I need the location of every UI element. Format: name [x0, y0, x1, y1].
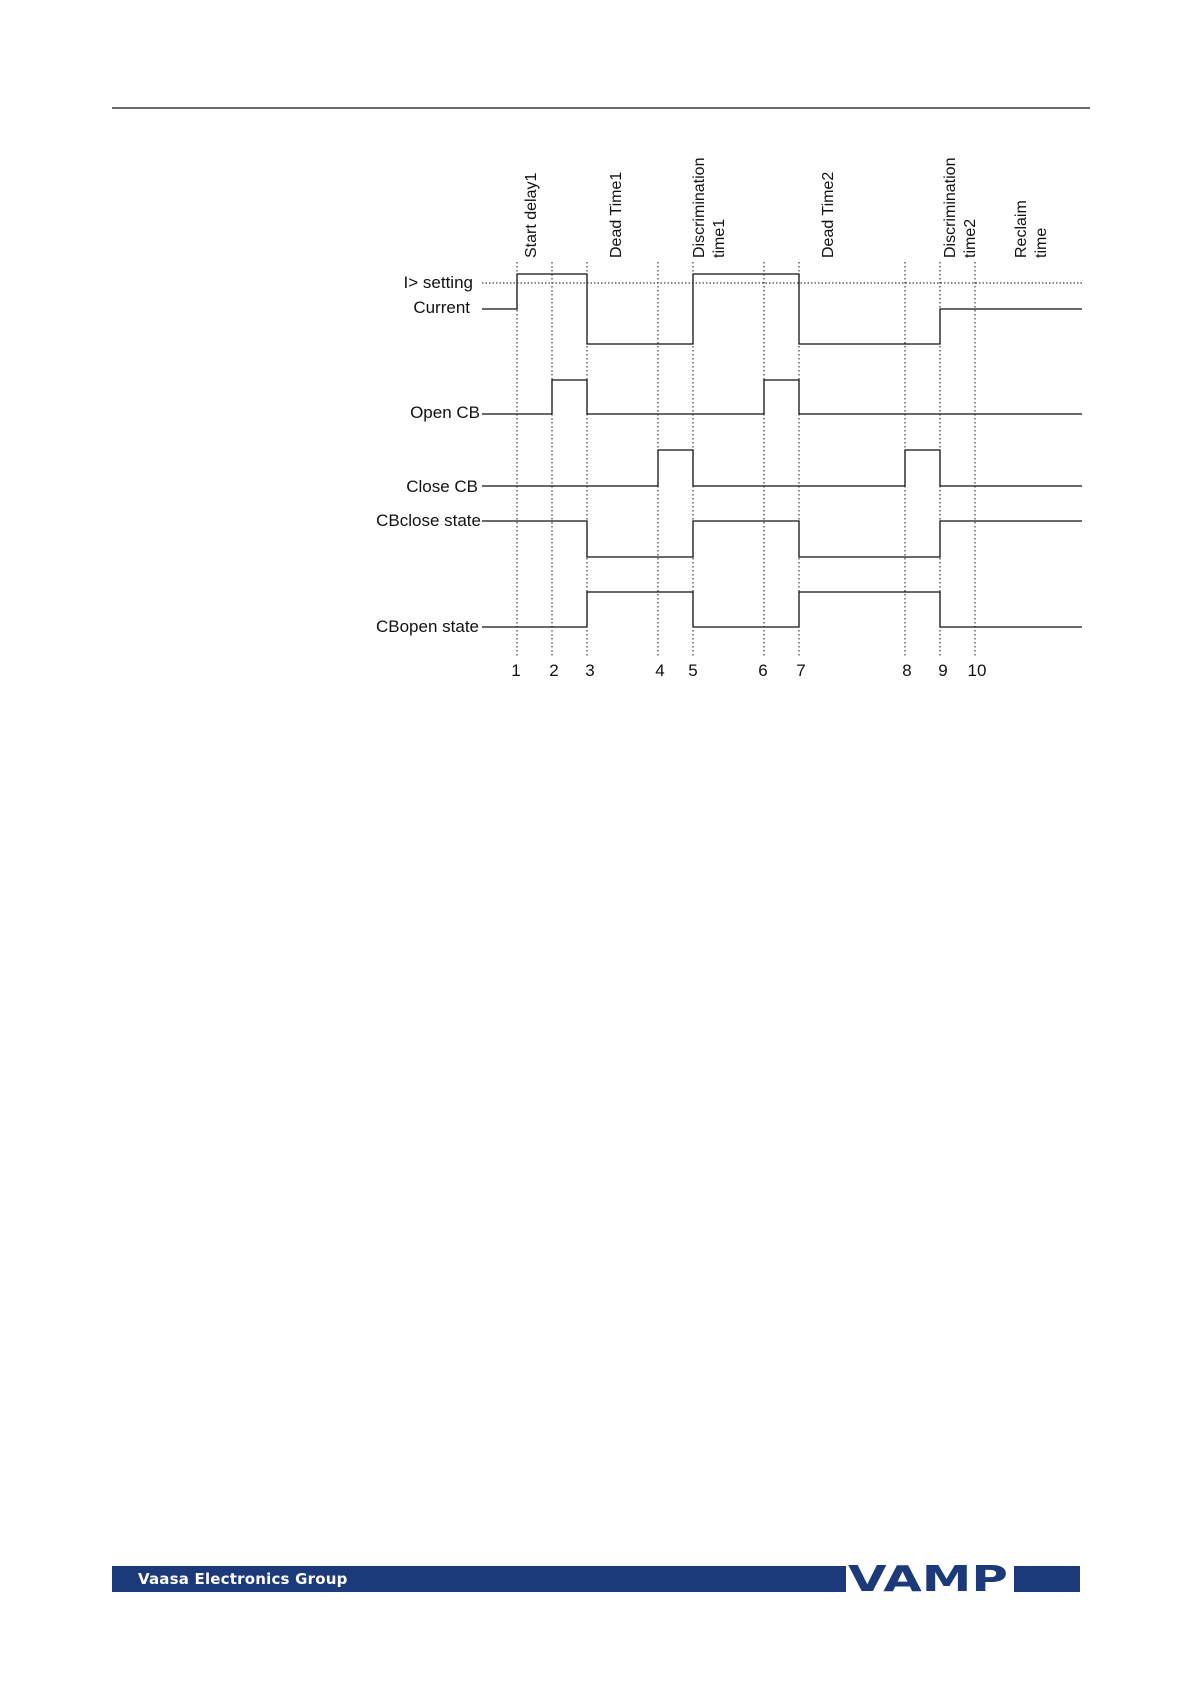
event-number-6: 6	[758, 661, 768, 680]
event-numbers	[511, 661, 986, 680]
event-number-1: 1	[511, 661, 521, 680]
phase-reclaim-line2: time	[1033, 227, 1050, 258]
event-number-2: 2	[549, 661, 559, 680]
waveforms	[482, 274, 1082, 627]
waveform-current	[482, 274, 1082, 344]
label-cbopen-state: CBopen state	[375, 617, 479, 636]
phase-labels	[523, 158, 1050, 258]
event-number-9: 9	[938, 661, 948, 680]
phase-reclaim-line1: Reclaim	[1013, 200, 1030, 258]
phase-discrimination1-line1: Discrimination	[691, 157, 708, 258]
label-current: Current	[413, 298, 470, 317]
signal-labels	[376, 273, 481, 636]
event-number-10: 10	[967, 661, 987, 680]
waveform-close-cb	[482, 450, 1082, 486]
phase-discrimination2-line2: time2	[962, 218, 979, 258]
label-cbclose-state: CBclose state	[376, 511, 481, 530]
vamp-logo-text: VAMP	[848, 1562, 1008, 1594]
phase-dead-time2: Dead Time2	[820, 171, 837, 258]
phase-dead-time1: Dead Time1	[608, 171, 625, 258]
phase-discrimination1-line2: time1	[711, 218, 728, 258]
label-open-cb: Open CB	[410, 403, 480, 422]
event-number-4: 4	[655, 661, 665, 680]
label-close-cb: Close CB	[406, 477, 478, 496]
event-lines	[517, 262, 975, 656]
footer-company: Vaasa Electronics Group	[138, 1570, 348, 1588]
waveform-cbclose-state	[482, 521, 1082, 557]
label-setting: I> setting	[403, 273, 473, 292]
event-number-7: 7	[796, 661, 806, 680]
waveform-open-cb	[482, 380, 1082, 414]
event-number-5: 5	[688, 661, 698, 680]
vamp-logo	[846, 1562, 1012, 1594]
phase-start-delay: Start delay1	[523, 172, 540, 258]
event-number-8: 8	[902, 661, 912, 680]
footer-tail-bar	[1014, 1566, 1080, 1592]
waveform-cbopen-state	[482, 592, 1082, 627]
phase-discrimination2-line1: Discrimination	[942, 157, 959, 258]
footer-bar	[112, 1566, 846, 1592]
event-number-3: 3	[585, 661, 595, 680]
